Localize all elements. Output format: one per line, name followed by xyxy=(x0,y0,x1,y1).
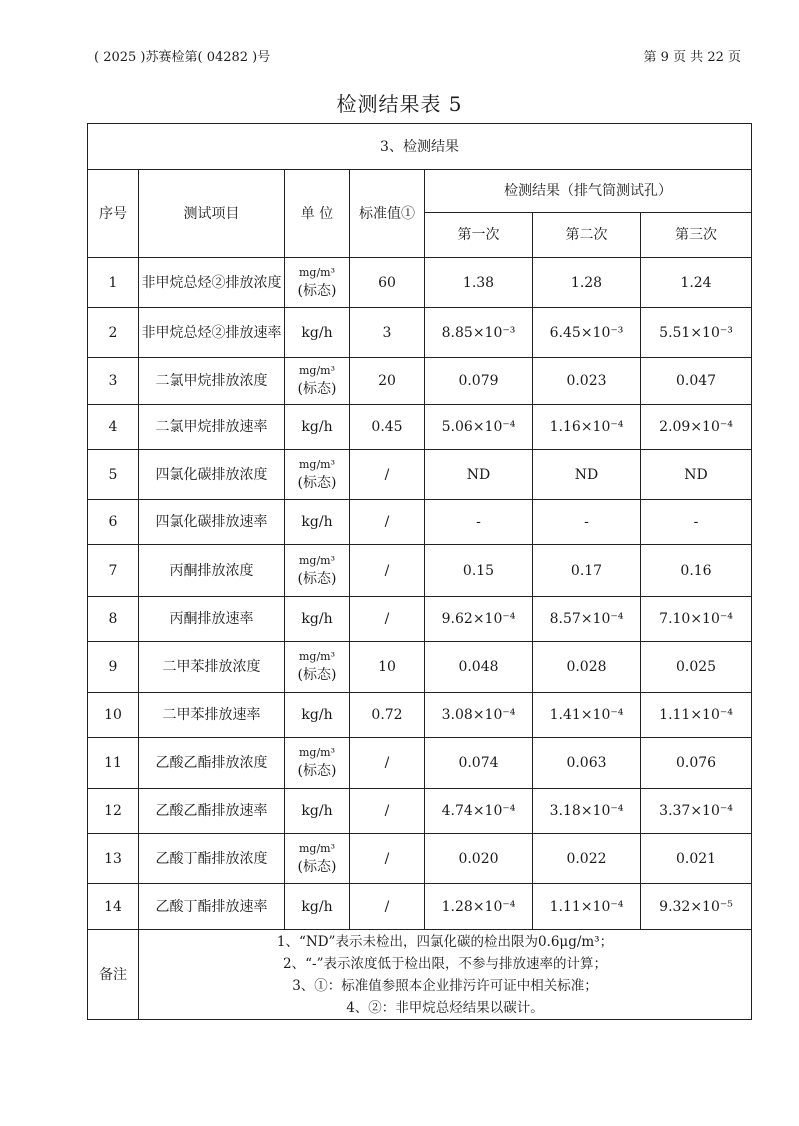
result-second-cell: 0.17 xyxy=(533,545,641,597)
result-third-cell: 1.24 xyxy=(641,258,752,308)
notes-row xyxy=(88,930,752,1020)
note-line: 2、“-”表示浓度低于检出限，不参与排放速率的计算； xyxy=(283,955,607,972)
result-second-cell: 1.28 xyxy=(533,258,641,308)
result-second-cell: 8.57×10⁻⁴ xyxy=(533,597,641,642)
unit-cell xyxy=(285,405,350,450)
unit-cell xyxy=(285,545,350,597)
seq-cell: 9 xyxy=(88,642,139,693)
header-results-group: 检测结果（排气筒测试孔） xyxy=(425,170,752,213)
unit-condition: (标态) xyxy=(297,858,337,875)
unit-value: kg/h xyxy=(301,707,333,723)
seq-cell: 6 xyxy=(88,500,139,545)
standard-cell: / xyxy=(350,738,425,789)
seq-cell: 3 xyxy=(88,358,139,405)
page-header xyxy=(94,46,741,66)
item-cell: 乙酸乙酯排放浓度 xyxy=(139,738,285,789)
result-third-cell: 2.09×10⁻⁴ xyxy=(641,405,752,450)
item-cell: 丙酮排放速率 xyxy=(139,597,285,642)
result-second-cell: 0.022 xyxy=(533,834,641,884)
result-second-cell: 0.028 xyxy=(533,642,641,693)
unit-value: mg/m³ xyxy=(298,841,336,855)
notes-content xyxy=(139,930,752,1020)
result-third-cell: 3.37×10⁻⁴ xyxy=(641,789,752,834)
result-third-cell: 9.32×10⁻⁵ xyxy=(641,884,752,930)
standard-cell: 10 xyxy=(350,642,425,693)
item-cell: 非甲烷总烃②排放速率 xyxy=(139,308,285,358)
unit-value: kg/h xyxy=(301,514,333,530)
seq-cell: 5 xyxy=(88,450,139,500)
result-first-cell: 0.079 xyxy=(425,358,533,405)
table-row xyxy=(88,308,752,358)
result-first-cell: 5.06×10⁻⁴ xyxy=(425,405,533,450)
standard-cell: 60 xyxy=(350,258,425,308)
table-row xyxy=(88,405,752,450)
table-row xyxy=(88,258,752,308)
header-seq: 序号 xyxy=(88,170,139,258)
header-item: 测试项目 xyxy=(139,170,285,258)
item-cell: 二氯甲烷排放浓度 xyxy=(139,358,285,405)
header-first: 第一次 xyxy=(425,213,533,258)
section-title: 3、检测结果 xyxy=(88,124,752,170)
standard-cell: 0.72 xyxy=(350,693,425,738)
unit-cell xyxy=(285,308,350,358)
unit-cell xyxy=(285,693,350,738)
result-first-cell: 1.28×10⁻⁴ xyxy=(425,884,533,930)
seq-cell: 1 xyxy=(88,258,139,308)
result-third-cell: 0.047 xyxy=(641,358,752,405)
item-cell: 四氯化碳排放速率 xyxy=(139,500,285,545)
result-second-cell: 3.18×10⁻⁴ xyxy=(533,789,641,834)
table-row xyxy=(88,834,752,884)
results-table xyxy=(87,123,752,1020)
result-first-cell: 0.020 xyxy=(425,834,533,884)
table-row xyxy=(88,884,752,930)
note-line: 3、①：标准值参照本企业排污许可证中相关标准； xyxy=(292,977,598,994)
unit-condition: (标态) xyxy=(297,282,337,299)
unit-cell xyxy=(285,500,350,545)
unit-cell xyxy=(285,597,350,642)
result-third-cell: ND xyxy=(641,450,752,500)
unit-condition: (标态) xyxy=(297,570,337,587)
item-cell: 二氯甲烷排放速率 xyxy=(139,405,285,450)
item-cell: 二甲苯排放速率 xyxy=(139,693,285,738)
result-first-cell: 3.08×10⁻⁴ xyxy=(425,693,533,738)
unit-condition: (标态) xyxy=(297,667,337,683)
table-row xyxy=(88,789,752,834)
result-first-cell: 8.85×10⁻³ xyxy=(425,308,533,358)
page-title: 检测结果表 5 xyxy=(336,92,463,116)
table-row xyxy=(88,450,752,500)
result-first-cell: 0.048 xyxy=(425,642,533,693)
result-second-cell: 0.023 xyxy=(533,358,641,405)
unit-cell xyxy=(285,789,350,834)
seq-cell: 4 xyxy=(88,405,139,450)
table-row xyxy=(88,642,752,693)
unit-value: kg/h xyxy=(301,611,333,627)
result-third-cell: 1.11×10⁻⁴ xyxy=(641,693,752,738)
header-row-1 xyxy=(88,170,752,213)
result-third-cell: 0.076 xyxy=(641,738,752,789)
standard-cell: / xyxy=(350,500,425,545)
seq-cell: 10 xyxy=(88,693,139,738)
seq-cell: 2 xyxy=(88,308,139,358)
result-second-cell: 0.063 xyxy=(533,738,641,789)
unit-value: kg/h xyxy=(301,419,333,435)
seq-cell: 7 xyxy=(88,545,139,597)
result-second-cell: 1.11×10⁻⁴ xyxy=(533,884,641,930)
standard-cell: 20 xyxy=(350,358,425,405)
seq-cell: 14 xyxy=(88,884,139,930)
result-third-cell: 7.10×10⁻⁴ xyxy=(641,597,752,642)
result-first-cell: 0.074 xyxy=(425,738,533,789)
unit-condition: (标态) xyxy=(297,381,337,397)
header-third: 第三次 xyxy=(641,213,752,258)
table-row xyxy=(88,545,752,597)
table-row xyxy=(88,358,752,405)
seq-cell: 11 xyxy=(88,738,139,789)
unit-value: mg/m³ xyxy=(298,553,336,567)
unit-value: mg/m³ xyxy=(298,650,336,663)
item-cell: 非甲烷总烃②排放浓度 xyxy=(139,258,285,308)
unit-condition: (标态) xyxy=(297,763,337,779)
report-number: ( 2025 )苏赛检第( 04282 )号 xyxy=(94,50,271,65)
result-second-cell: 1.41×10⁻⁴ xyxy=(533,693,641,738)
seq-cell: 8 xyxy=(88,597,139,642)
standard-cell: 0.45 xyxy=(350,405,425,450)
standard-cell: / xyxy=(350,545,425,597)
unit-value: mg/m³ xyxy=(298,364,336,377)
item-cell: 乙酸丁酯排放速率 xyxy=(139,884,285,930)
unit-value: mg/m³ xyxy=(298,457,336,471)
standard-cell: / xyxy=(350,597,425,642)
unit-value: kg/h xyxy=(301,324,333,341)
unit-cell xyxy=(285,834,350,884)
notes-label: 备注 xyxy=(88,930,139,1020)
note-line: 1、“ND”表示未检出，四氯化碳的检出限为0.6μg/m³； xyxy=(276,933,614,950)
item-cell: 乙酸丁酯排放浓度 xyxy=(139,834,285,884)
section-row xyxy=(88,124,752,170)
unit-value: kg/h xyxy=(301,898,333,915)
result-first-cell: ND xyxy=(425,450,533,500)
result-second-cell: ND xyxy=(533,450,641,500)
unit-cell xyxy=(285,884,350,930)
result-first-cell: 1.38 xyxy=(425,258,533,308)
unit-value: kg/h xyxy=(301,803,333,819)
unit-cell xyxy=(285,642,350,693)
header-standard: 标准值① xyxy=(350,170,425,258)
unit-condition: (标态) xyxy=(297,474,337,491)
header-unit: 单 位 xyxy=(285,170,350,258)
unit-cell xyxy=(285,738,350,789)
standard-cell: / xyxy=(350,884,425,930)
result-second-cell: - xyxy=(533,500,641,545)
seq-cell: 13 xyxy=(88,834,139,884)
item-cell: 乙酸乙酯排放速率 xyxy=(139,789,285,834)
result-first-cell: 9.62×10⁻⁴ xyxy=(425,597,533,642)
unit-cell xyxy=(285,358,350,405)
result-third-cell: 0.16 xyxy=(641,545,752,597)
table-row xyxy=(88,597,752,642)
unit-cell xyxy=(285,258,350,308)
item-cell: 丙酮排放浓度 xyxy=(139,545,285,597)
seq-cell: 12 xyxy=(88,789,139,834)
result-third-cell: - xyxy=(641,500,752,545)
result-first-cell: - xyxy=(425,500,533,545)
table-row xyxy=(88,500,752,545)
unit-cell xyxy=(285,450,350,500)
standard-cell: / xyxy=(350,834,425,884)
standard-cell: / xyxy=(350,450,425,500)
item-cell: 二甲苯排放浓度 xyxy=(139,642,285,693)
result-second-cell: 1.16×10⁻⁴ xyxy=(533,405,641,450)
result-second-cell: 6.45×10⁻³ xyxy=(533,308,641,358)
unit-value: mg/m³ xyxy=(298,265,336,279)
standard-cell: 3 xyxy=(350,308,425,358)
result-third-cell: 0.021 xyxy=(641,834,752,884)
page-number: 第 9 页 共 22 页 xyxy=(643,50,741,65)
result-first-cell: 0.15 xyxy=(425,545,533,597)
standard-cell: / xyxy=(350,789,425,834)
header-second: 第二次 xyxy=(533,213,641,258)
table-row xyxy=(88,693,752,738)
note-line: 4、②：非甲烷总烃结果以碳计。 xyxy=(346,999,544,1016)
result-first-cell: 4.74×10⁻⁴ xyxy=(425,789,533,834)
result-third-cell: 5.51×10⁻³ xyxy=(641,308,752,358)
result-third-cell: 0.025 xyxy=(641,642,752,693)
item-cell: 四氯化碳排放浓度 xyxy=(139,450,285,500)
table-row xyxy=(88,738,752,789)
unit-value: mg/m³ xyxy=(298,746,336,759)
